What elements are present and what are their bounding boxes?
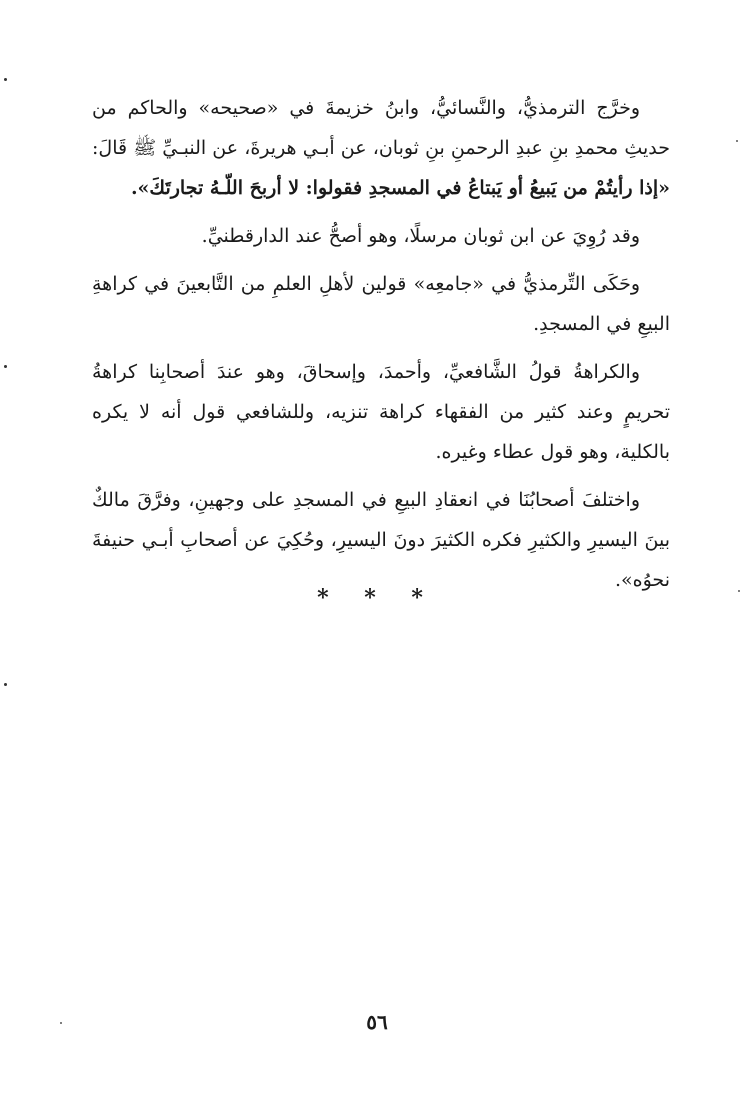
scan-speck <box>738 590 740 592</box>
scan-margin-mark <box>4 365 7 368</box>
paragraph-hadith <box>92 88 670 208</box>
paragraph-text: والكراهةُ قولُ الشَّافعيِّ، وأحمدَ، وإسحاقَ، وهو عندَ أصحابِنا كراهةُ تحريمٍ وعند كثير من الفقهاء كراهة تنزيه، وللشافعي قول أنه لا يكره بالكلية، وهو قول عطاء وغيره. <box>92 361 670 463</box>
main-text <box>92 88 670 608</box>
paragraph-text: وخرَّج الترمذيُّ، والنَّسائيُّ، وابنُ خزيمةَ في «صحيحه» والحاكم من حديثِ محمدِ بنِ عبدِ الرحمنِ بنِ ثوبان، عن أبـي هريرةَ، عن النبـيِّ ﷺ قَالَ: <box>92 97 670 159</box>
scan-margin-mark <box>4 683 7 686</box>
paragraph-text: وقد رُوِيَ عن ابن ثوبان مرسلًا، وهو أصحُّ عند الدارقطنيِّ. <box>201 225 640 247</box>
paragraph-tirmidhi <box>92 264 670 344</box>
scan-speck <box>60 1022 62 1024</box>
paragraph-karaha <box>92 352 670 472</box>
scan-speck <box>736 140 738 142</box>
scan-margin-mark <box>4 78 7 81</box>
paragraph-text: واختلفَ أصحابُنَا في انعقادِ البيعِ في المسجدِ على وجهينِ، وفرَّقَ مالكٌ بينَ اليسيرِ والكثيرِ فكره الكثيرَ دونَ اليسيرِ، وحُكِيَ عن أصحابِ أبـي حنيفةَ نحوُه». <box>92 489 670 591</box>
page-number: ٥٦ <box>366 1010 388 1034</box>
section-separator: * * * <box>317 585 437 611</box>
paragraph-text: وحَكَى التِّرمذيُّ في «جامعِه» قولين لأهلِ العلمِ من التَّابعينَ في كراهةِ البيعِ في المسجدِ. <box>92 273 670 335</box>
paragraph-ikhtilaf <box>92 480 670 600</box>
hadith-quote: «إذا رأيتُمْ من يَبيعُ أو يَبتاعُ في المسجدِ فقولوا: لا أربحَ اللّـهُ تجارتَكَ». <box>130 177 670 199</box>
paragraph-mursal <box>92 216 670 256</box>
